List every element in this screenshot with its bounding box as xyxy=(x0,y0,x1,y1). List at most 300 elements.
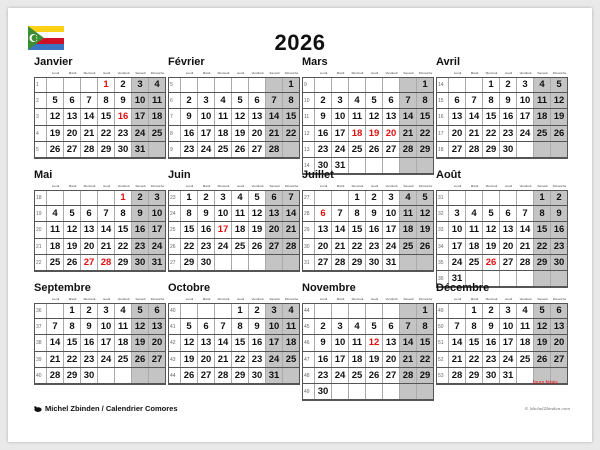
day-cell: 30 xyxy=(315,384,332,399)
week-row xyxy=(436,190,568,206)
day-cell: 26 xyxy=(483,255,500,270)
week-row xyxy=(34,319,166,335)
month-title: Mars xyxy=(302,56,328,68)
day-cell: 26 xyxy=(366,368,383,383)
day-cell: 19 xyxy=(551,109,568,124)
day-cell: 7 xyxy=(81,93,98,108)
day-cell: 15 xyxy=(98,109,115,124)
week-number: 6 xyxy=(168,93,181,108)
day-cell: 30 xyxy=(366,255,383,270)
day-cell: 21 xyxy=(47,352,64,367)
day-cell: 21 xyxy=(81,126,98,141)
day-cell: 25 xyxy=(149,126,166,141)
day-cell: 18 xyxy=(349,352,366,367)
week-row xyxy=(302,222,434,238)
day-cell: 14 xyxy=(449,335,466,350)
day-cell: 25 xyxy=(232,239,249,254)
day-cell: 7 xyxy=(283,190,300,205)
day-header-row xyxy=(302,296,434,303)
day-header: Dimanche xyxy=(150,297,165,301)
day-header: Mercredi xyxy=(217,297,230,301)
empty-day-cell xyxy=(332,190,349,205)
day-cell: 11 xyxy=(232,206,249,221)
day-cell: 22 xyxy=(283,126,300,141)
week-number: 27 xyxy=(302,190,315,205)
day-cell: 4 xyxy=(283,303,300,318)
day-cell: 10 xyxy=(383,206,400,221)
empty-day-cell xyxy=(417,255,434,270)
day-cell: 23 xyxy=(551,239,568,254)
day-cell: 13 xyxy=(64,109,81,124)
day-header-row xyxy=(436,296,568,303)
day-cell: 8 xyxy=(417,93,434,108)
day-cell: 17 xyxy=(215,222,232,237)
day-cell: 21 xyxy=(400,126,417,141)
day-cell: 15 xyxy=(466,335,483,350)
day-header-row xyxy=(168,183,300,190)
day-cell: 6 xyxy=(149,303,166,318)
day-cell: 16 xyxy=(315,352,332,367)
day-cell: 2 xyxy=(315,93,332,108)
day-cell: 29 xyxy=(417,142,434,157)
day-cell: 5 xyxy=(417,190,434,205)
day-cell: 4 xyxy=(349,93,366,108)
month-title: Juin xyxy=(168,169,191,181)
week-row xyxy=(34,109,166,125)
day-cell: 14 xyxy=(400,109,417,124)
week-number: 8 xyxy=(168,126,181,141)
day-header: Jeudi xyxy=(370,297,379,301)
day-cell: 8 xyxy=(534,206,551,221)
day-cell: 7 xyxy=(215,319,232,334)
day-cell: 17 xyxy=(198,126,215,141)
week-row xyxy=(302,303,434,319)
week-column-header xyxy=(436,183,449,190)
mouse-logo-icon xyxy=(34,406,42,412)
empty-day-cell xyxy=(534,271,551,286)
day-header: Vendredi xyxy=(117,297,130,301)
day-cell: 6 xyxy=(383,93,400,108)
day-header: Lundi xyxy=(319,297,328,301)
day-header: Dimanche xyxy=(552,297,567,301)
week-number: 52 xyxy=(436,352,449,367)
day-cell: 21 xyxy=(466,126,483,141)
empty-day-cell xyxy=(232,77,249,92)
week-number: 30 xyxy=(302,239,315,254)
day-cell: 8 xyxy=(64,319,81,334)
day-cell: 15 xyxy=(349,222,366,237)
day-header: Dimanche xyxy=(284,71,299,75)
day-header: Samedi xyxy=(403,71,414,75)
week-column-header xyxy=(436,70,449,77)
day-header: Mercredi xyxy=(351,71,364,75)
week-number: 5 xyxy=(168,77,181,92)
day-cell: 24 xyxy=(383,239,400,254)
day-cell: 28 xyxy=(400,142,417,157)
week-row xyxy=(436,93,568,109)
week-number: 51 xyxy=(436,335,449,350)
day-cell: 1 xyxy=(483,77,500,92)
day-cell: 29 xyxy=(181,255,198,270)
week-row xyxy=(168,222,300,238)
day-cell: 23 xyxy=(366,239,383,254)
footer-site: © MichelZbinden.com xyxy=(524,406,570,411)
week-row xyxy=(168,206,300,222)
day-header: Samedi xyxy=(403,184,414,188)
week-number: 49 xyxy=(436,303,449,318)
week-number: 14 xyxy=(302,158,315,173)
month-title: Décembre xyxy=(436,282,490,294)
week-number: 39 xyxy=(34,352,47,367)
day-cell: 28 xyxy=(283,239,300,254)
day-cell: 14 xyxy=(215,335,232,350)
empty-day-cell xyxy=(400,303,417,318)
week-number: 40 xyxy=(34,368,47,383)
empty-day-cell xyxy=(349,77,366,92)
day-cell: 30 xyxy=(315,158,332,173)
day-cell: 7 xyxy=(400,93,417,108)
day-cell: 6 xyxy=(266,190,283,205)
empty-day-cell xyxy=(266,255,283,270)
day-cell: 29 xyxy=(466,368,483,383)
day-cell: 24 xyxy=(332,142,349,157)
day-cell: 25 xyxy=(47,255,64,270)
day-cell: 28 xyxy=(215,368,232,383)
week-column-header xyxy=(302,183,315,190)
day-header: Jeudi xyxy=(236,297,245,301)
week-row xyxy=(168,352,300,368)
day-cell: 5 xyxy=(534,303,551,318)
empty-day-cell xyxy=(115,368,132,383)
week-column-header xyxy=(168,70,181,77)
day-cell: 18 xyxy=(400,222,417,237)
day-cell: 4 xyxy=(215,93,232,108)
week-row xyxy=(436,142,568,158)
day-cell: 4 xyxy=(517,303,534,318)
day-cell: 27 xyxy=(315,255,332,270)
empty-day-cell xyxy=(149,142,166,157)
empty-day-cell xyxy=(551,142,568,157)
day-cell: 3 xyxy=(449,206,466,221)
day-cell: 4 xyxy=(232,190,249,205)
empty-day-cell xyxy=(198,77,215,92)
week-number: 26 xyxy=(168,239,181,254)
day-cell: 1 xyxy=(64,303,81,318)
day-cell: 24 xyxy=(98,352,115,367)
day-cell: 5 xyxy=(366,93,383,108)
day-cell: 9 xyxy=(366,206,383,221)
empty-day-cell xyxy=(517,271,534,286)
day-cell: 30 xyxy=(132,255,149,270)
day-cell: 13 xyxy=(198,335,215,350)
day-cell: 23 xyxy=(249,352,266,367)
day-cell: 25 xyxy=(517,352,534,367)
day-cell: 14 xyxy=(283,206,300,221)
empty-day-cell xyxy=(366,303,383,318)
day-cell: 19 xyxy=(249,222,266,237)
day-cell: 20 xyxy=(551,335,568,350)
day-cell: 10 xyxy=(98,319,115,334)
day-cell: 2 xyxy=(132,190,149,205)
week-row xyxy=(436,109,568,125)
day-cell: 22 xyxy=(349,239,366,254)
day-cell: 28 xyxy=(517,255,534,270)
day-header: Mardi xyxy=(68,71,77,75)
day-cell: 18 xyxy=(534,109,551,124)
day-cell: 24 xyxy=(215,239,232,254)
day-header-row xyxy=(168,70,300,77)
day-cell: 1 xyxy=(466,303,483,318)
day-cell: 24 xyxy=(332,368,349,383)
day-cell: 17 xyxy=(266,335,283,350)
day-cell: 31 xyxy=(149,255,166,270)
day-cell: 22 xyxy=(98,126,115,141)
day-header: Mardi xyxy=(470,184,479,188)
empty-day-cell xyxy=(266,77,283,92)
week-column-header xyxy=(34,296,47,303)
day-cell: 16 xyxy=(249,335,266,350)
week-row xyxy=(302,142,434,158)
day-cell: 11 xyxy=(517,319,534,334)
day-cell: 6 xyxy=(551,303,568,318)
day-header: Lundi xyxy=(319,184,328,188)
day-cell: 26 xyxy=(232,142,249,157)
day-header: Mardi xyxy=(336,297,345,301)
empty-day-cell xyxy=(181,303,198,318)
empty-day-cell xyxy=(366,158,383,173)
day-cell: 2 xyxy=(81,303,98,318)
day-cell: 5 xyxy=(64,206,81,221)
day-cell: 6 xyxy=(383,319,400,334)
day-header: Samedi xyxy=(135,71,146,75)
empty-day-cell xyxy=(466,77,483,92)
week-row xyxy=(168,93,300,109)
day-header: Lundi xyxy=(319,71,328,75)
week-row xyxy=(302,77,434,93)
day-cell: 8 xyxy=(98,93,115,108)
empty-day-cell xyxy=(383,158,400,173)
day-cell: 28 xyxy=(98,255,115,270)
day-cell: 28 xyxy=(449,368,466,383)
day-cell: 10 xyxy=(500,319,517,334)
day-cell: 9 xyxy=(483,319,500,334)
empty-day-cell xyxy=(383,303,400,318)
day-cell: 2 xyxy=(366,190,383,205)
week-number: 31 xyxy=(302,255,315,270)
day-cell: 12 xyxy=(534,319,551,334)
day-cell: 16 xyxy=(315,126,332,141)
day-cell: 26 xyxy=(417,239,434,254)
day-cell: 17 xyxy=(98,335,115,350)
week-row xyxy=(302,126,434,142)
week-row xyxy=(34,303,166,319)
day-cell: 15 xyxy=(483,109,500,124)
day-header: Vendredi xyxy=(385,184,398,188)
week-row xyxy=(436,77,568,93)
day-cell: 16 xyxy=(181,126,198,141)
day-cell: 18 xyxy=(283,335,300,350)
week-number: 47 xyxy=(302,352,315,367)
day-cell: 22 xyxy=(232,352,249,367)
day-header-row xyxy=(436,183,568,190)
week-number: 13 xyxy=(302,142,315,157)
week-number: 16 xyxy=(436,109,449,124)
day-cell: 28 xyxy=(332,255,349,270)
week-row xyxy=(302,255,434,271)
day-cell: 12 xyxy=(64,222,81,237)
day-cell: 3 xyxy=(383,190,400,205)
day-header: Samedi xyxy=(537,71,548,75)
day-header: Jeudi xyxy=(102,184,111,188)
day-cell: 20 xyxy=(500,239,517,254)
week-column-header xyxy=(436,296,449,303)
week-number: 4 xyxy=(34,126,47,141)
day-cell: 27 xyxy=(383,368,400,383)
day-cell: 24 xyxy=(449,255,466,270)
day-header: Samedi xyxy=(537,297,548,301)
empty-day-cell xyxy=(315,303,332,318)
empty-day-cell xyxy=(64,77,81,92)
day-header-row xyxy=(302,183,434,190)
day-cell: 22 xyxy=(181,239,198,254)
day-cell: 5 xyxy=(249,190,266,205)
day-cell: 6 xyxy=(500,206,517,221)
day-cell: 10 xyxy=(132,93,149,108)
week-column-header xyxy=(168,183,181,190)
week-row xyxy=(436,239,568,255)
week-number: 46 xyxy=(302,335,315,350)
day-header-row xyxy=(34,183,166,190)
day-cell: 3 xyxy=(332,93,349,108)
week-row xyxy=(302,319,434,335)
empty-day-cell xyxy=(283,368,300,383)
day-cell: 11 xyxy=(534,93,551,108)
week-number: 20 xyxy=(34,222,47,237)
day-cell: 18 xyxy=(232,222,249,237)
day-cell: 5 xyxy=(47,93,64,108)
day-cell: 27 xyxy=(449,142,466,157)
day-cell: 15 xyxy=(64,335,81,350)
day-cell: 8 xyxy=(232,319,249,334)
day-cell: 29 xyxy=(98,142,115,157)
day-cell: 24 xyxy=(198,142,215,157)
day-header: Mercredi xyxy=(83,297,96,301)
day-cell: 9 xyxy=(198,206,215,221)
day-cell: 15 xyxy=(232,335,249,350)
day-cell: 14 xyxy=(517,222,534,237)
week-number: 38 xyxy=(34,335,47,350)
day-cell: 25 xyxy=(349,368,366,383)
week-number: 49 xyxy=(302,384,315,399)
day-cell: 10 xyxy=(517,93,534,108)
week-number: 36 xyxy=(34,303,47,318)
day-cell: 31 xyxy=(332,158,349,173)
empty-day-cell xyxy=(483,190,500,205)
empty-day-cell xyxy=(215,255,232,270)
day-header: Mardi xyxy=(470,71,479,75)
footer-credit-text: Michel Zbinden / Calendrier Comores xyxy=(45,404,178,413)
day-cell: 8 xyxy=(283,93,300,108)
day-header: Mardi xyxy=(68,297,77,301)
day-cell: 29 xyxy=(232,368,249,383)
day-cell: 6 xyxy=(449,93,466,108)
day-header: Mercredi xyxy=(83,71,96,75)
week-row xyxy=(436,319,568,335)
day-cell: 21 xyxy=(283,222,300,237)
day-cell: 20 xyxy=(383,352,400,367)
day-cell: 7 xyxy=(98,206,115,221)
day-header: Samedi xyxy=(135,184,146,188)
week-number: 12 xyxy=(302,126,315,141)
day-header: Mercredi xyxy=(217,184,230,188)
day-cell: 27 xyxy=(383,142,400,157)
day-cell: 8 xyxy=(115,206,132,221)
day-cell: 25 xyxy=(115,352,132,367)
week-column-header xyxy=(34,70,47,77)
day-cell: 15 xyxy=(115,222,132,237)
day-cell: 15 xyxy=(417,109,434,124)
week-number: 35 xyxy=(436,255,449,270)
day-cell: 11 xyxy=(349,335,366,350)
day-cell: 14 xyxy=(47,335,64,350)
day-cell: 3 xyxy=(215,190,232,205)
day-cell: 3 xyxy=(517,77,534,92)
day-header: Jeudi xyxy=(504,184,513,188)
day-header-row xyxy=(168,296,300,303)
day-header: Vendredi xyxy=(117,71,130,75)
day-header: Samedi xyxy=(403,297,414,301)
week-row xyxy=(302,335,434,351)
day-cell: 1 xyxy=(232,303,249,318)
day-cell: 27 xyxy=(551,352,568,367)
day-cell: 17 xyxy=(132,109,149,124)
empty-day-cell xyxy=(500,271,517,286)
day-cell: 26 xyxy=(249,239,266,254)
day-cell: 20 xyxy=(149,335,166,350)
empty-day-cell xyxy=(283,142,300,157)
empty-day-cell xyxy=(449,303,466,318)
day-cell: 21 xyxy=(98,239,115,254)
day-cell: 26 xyxy=(366,142,383,157)
week-row xyxy=(302,352,434,368)
week-row xyxy=(168,335,300,351)
day-header: Mardi xyxy=(336,184,345,188)
day-header: Vendredi xyxy=(519,184,532,188)
day-header: Dimanche xyxy=(552,184,567,188)
day-cell: 26 xyxy=(551,126,568,141)
day-cell: 23 xyxy=(315,368,332,383)
day-cell: 27 xyxy=(198,368,215,383)
day-cell: 7 xyxy=(449,319,466,334)
day-cell: 8 xyxy=(417,319,434,334)
day-cell: 19 xyxy=(64,239,81,254)
day-cell: 21 xyxy=(332,239,349,254)
day-cell: 12 xyxy=(47,109,64,124)
day-cell: 17 xyxy=(149,222,166,237)
day-cell: 19 xyxy=(366,126,383,141)
week-column-header xyxy=(302,70,315,77)
day-cell: 24 xyxy=(149,239,166,254)
day-cell: 27 xyxy=(64,142,81,157)
day-cell: 29 xyxy=(417,368,434,383)
day-header: Vendredi xyxy=(385,71,398,75)
day-cell: 30 xyxy=(198,255,215,270)
day-cell: 24 xyxy=(266,352,283,367)
day-cell: 19 xyxy=(181,352,198,367)
day-cell: 31 xyxy=(500,368,517,383)
week-column-header xyxy=(34,183,47,190)
empty-day-cell xyxy=(517,190,534,205)
